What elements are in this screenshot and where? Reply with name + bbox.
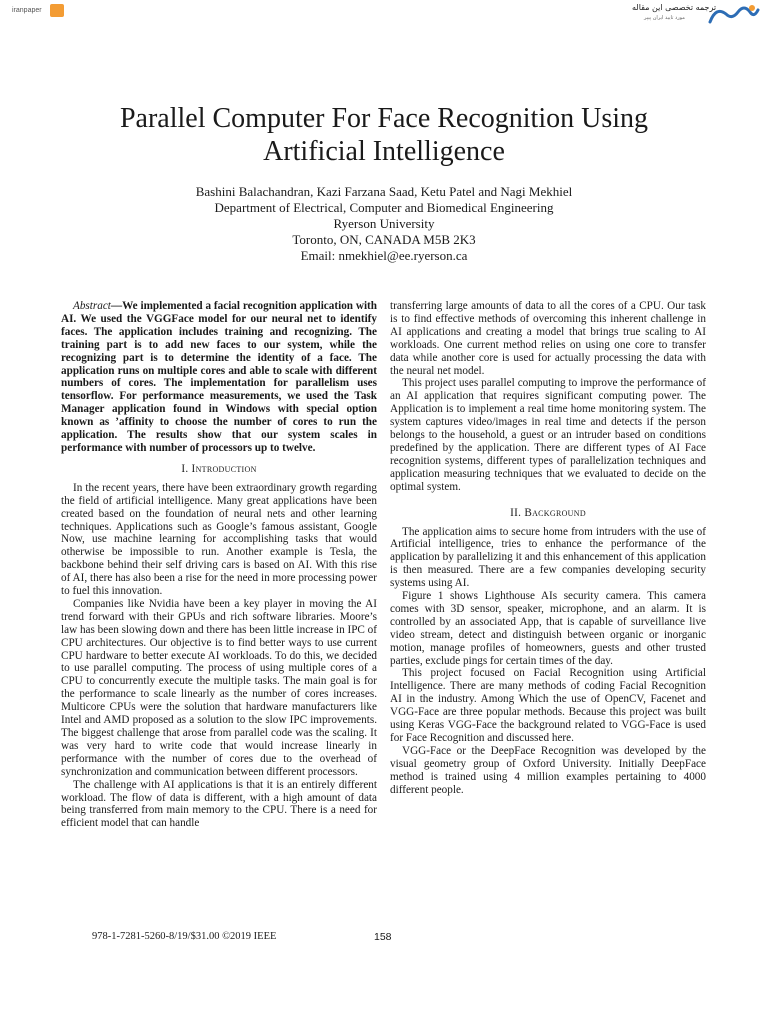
author-names: Bashini Balachandran, Kazi Farzana Saad, Ketu Patel and Nagi Mekhiel [195,184,573,199]
page-number: 158 [374,931,392,943]
right-column [390,300,706,797]
copyright-notice: 978-1-7281-5260-8/19/$31.00 ©2019 IEEE [92,931,277,942]
section-heading-introduction: I. Introduction [181,462,257,475]
author-department: Department of Electrical, Computer and Biomedical Engineering [214,200,554,215]
background-paragraph-1: The application aims to secure home from intruders with the use of Artificial intelligence, tries to enhance the performance of the application by parallelizing it and this enhancement of this application is then measured. There are a few companies developing security systems using AI. [390,525,706,590]
section-heading-background: II. Background [510,506,586,519]
abstract-label: Abstract [73,300,111,312]
background-paragraph-3: This project focused on Facial Recognition using Artificial Intelligence. There are many methods of coding Facial Recognition AI in the industry. Among Which the use of OpenCV, Facenet and VGG-Face are three popular methods. Because this project was built using Keras VGG-Face the background related to VGG-Face is used for Face Recognition and discussed here. [390,667,706,744]
background-paragraph-4: VGG-Face or the DeepFace Recognition was developed by the visual geometry group of Oxford University. Initially DeepFace method is trained using 4 million examples pertaining to 4000 different people. [390,744,706,796]
intro-paragraph-3-continued: transferring large amounts of data to all the cores of a CPU. Our task is to find effective methods of overcoming this inherent challenge in AI applications and creating a model that brings true scaling to AI workloads. One current method relies on using one core to transfer data while another core is used for actually processing the data with the neural net model. [390,300,706,377]
paper-title-line1: Parallel Computer For Face Recognition Using [119,103,649,134]
iranpaper-logo-icon [50,4,64,17]
author-block [0,184,768,264]
paper-title-line2: Artificial Intelligence [263,136,505,167]
background-paragraph-2: Figure 1 shows Lighthouse AIs security camera. This camera comes with 3D sensor, speaker, microphone, and an alarm. It is controlled by an associated App, that is capable of surveillance live video stream, detect and distinguish between organic or inorganic motion, manage profiles of homeowners, guests and other trusted parties, exclude pings for certain times of the day. [390,590,706,667]
intro-paragraph-2: Companies like Nvidia have been a key player in moving the AI trend forward with their GPUs and rich software libraries. Moore’s law has been slowing down and there has been little increase in IPC of CPU architectures. Our objective is to find better ways to use current CPU hardware to better execute AI workloads. To do this, we decided to use parallel computing. The process of using multiple cores of a CPU to concurrently execute the multiple tasks. The main goal is for the performance to scale linearly as the number of cores increases. Multicore CPUs were the solution that hardware manufacturers like Intel and AMD proposed as a solution to the slow IPC improvements. The biggest challenge that arose from parallel code was the scaling. It was very hard to write code that would increase linearly in performance with the number of cores due to the overhead of synchronization and communication between different processors. [61,597,377,778]
paper-title [0,102,768,168]
tarjomano-subtagline: مورد تایید ایران پیپر [644,15,685,21]
author-location: Toronto, ON, CANADA M5B 2K3 [292,232,476,247]
author-email: Email: nmekhiel@ee.ryerson.ca [300,248,468,263]
tarjomano-logo-mark-icon [706,2,760,28]
intro-paragraph-1: In the recent years, there have been extraordinary growth regarding the field of artificial intelligence. Many great applications have been created based on the foundation of neural nets and other learning techniques. Applications such as Google’s famous assistant, Google Now, use machine learning for accomplishing tasks that would otherwise be impossible to run. Another example is Tesla, the backbone behind their self driving cars is based on AI. With this rise of AI, there has also been a rise for the need in more processing power to fuel this innovation. [61,481,377,598]
left-column [61,300,377,830]
abstract-text: —We implemented a facial recognition application with AI. We used the VGGFace model for our neural net to identify faces. The application includes training and recognizing. The training part is to add new faces to our system, while the recognizing part is to determine the identity of a face. The application runs on multiple cores and able to scale with different numbers of cores. The implementation for parallelism uses tensorflow. For performance measurements, we used the Task Manager application found in Windows with special option known as ’affinity to choose the number of cores to run the application. The results show that our system scales in performance with number of processors up to twelve. [61,300,377,454]
tarjomano-tagline: ترجمه تخصصی این مقاله [632,3,717,12]
author-university: Ryerson University [333,216,435,231]
iranpaper-logo [12,3,64,19]
intro-paragraph-4: This project uses parallel computing to improve the performance of an AI application that requires significant computing power. The Application is to implement a real time home monitoring system. The system captures video/images in real time and detects if the person belongs to the household, a guest or an intruder based on conditions predefined by the application. There are different types of AI Face recognition systems, different types of parallelization techniques and application measuring techniques that we evaluated to decide on the optimal system. [390,377,706,493]
iranpaper-logo-text: iranpaper [12,7,42,14]
tarjomano-logo [628,2,760,28]
abstract [61,300,377,455]
intro-paragraph-3: The challenge with AI applications is that it is an entirely different workload. The flow of data is different, with a high amount of data being transferred from main memory to the CPU. There is a need for efficient model that can handle [61,778,377,830]
